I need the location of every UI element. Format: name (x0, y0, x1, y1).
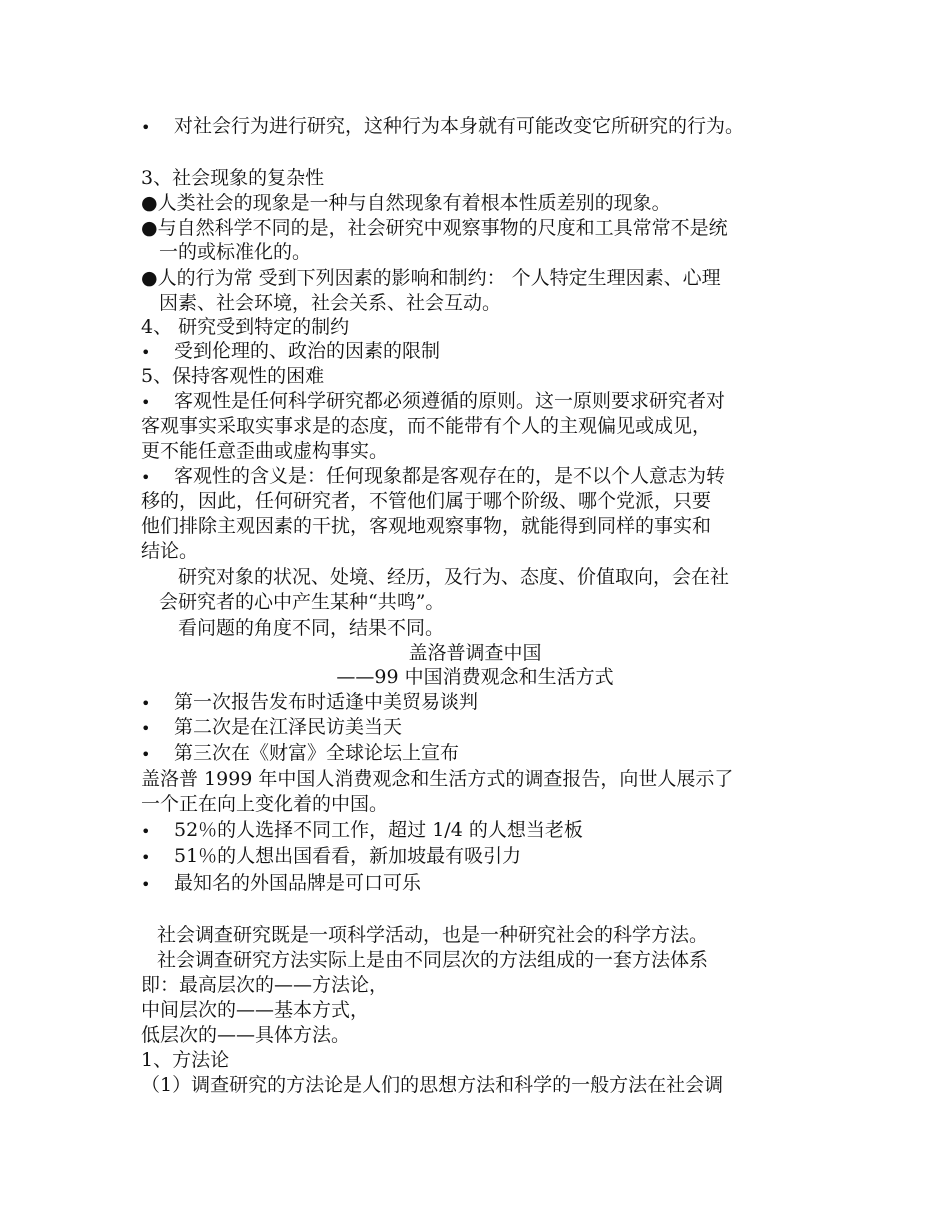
section-heading: 3、社会现象的复杂性 (141, 167, 325, 189)
bullet-marker: • (141, 745, 151, 764)
text-line: 看问题的角度不同，结果不同。 (178, 617, 445, 639)
bullet-marker: • (141, 343, 151, 362)
text-line: 即：最高层次的——方法论， (141, 974, 389, 996)
text-line: 一的或标准化的。 (159, 241, 312, 263)
report-subtitle: ——99 中国消费观念和生活方式 (336, 666, 614, 688)
text-line: 因素、社会环境，社会关系、社会互动。 (159, 292, 502, 314)
text-line: 移的，因此，任何研究者，不管他们属于哪个阶级、哪个党派，只要 (141, 490, 712, 512)
bullet-marker: • (141, 393, 151, 412)
text-line: 客观性是任何科学研究都必须遵循的原则。这一原则要求研究者对 (174, 390, 726, 412)
bullet-marker: • (141, 719, 151, 738)
text-line: ●与自然科学不同的是，社会研究中观察事物的尺度和工具常常不是统 (141, 217, 728, 239)
text-line: ●人的行为常 受到下列因素的影响和制约： 个人特定生理因素、心理 (141, 267, 721, 289)
text-line: 低层次的——具体方法。 (141, 1024, 351, 1046)
text-line: 客观性的含义是：任何现象都是客观存在的，是不以个人意志为转 (174, 465, 726, 487)
section-heading: 1、方法论 (141, 1049, 230, 1071)
bullet-marker: • (141, 822, 151, 841)
section-heading: 4、 研究受到特定的制约 (141, 316, 350, 338)
text-line: 第一次报告发布时适逢中美贸易谈判 (174, 691, 479, 713)
text-line: 社会调查研究既是一项科学活动，也是一种研究社会的科学方法。 (157, 924, 709, 946)
text-line: 社会调查研究方法实际上是由不同层次的方法组成的一套方法体系 (157, 949, 709, 971)
text-line: 第三次在《财富》全球论坛上宣布 (174, 742, 460, 764)
section-heading: 5、保持客观性的困难 (141, 365, 325, 387)
text-line: 研究对象的状况、处境、经历，及行为、态度、价值取向，会在社 (178, 566, 730, 588)
text-line: 中间层次的——基本方式， (141, 999, 370, 1021)
text-line: 最知名的外国品牌是可口可乐 (174, 872, 422, 894)
text-line: （1）调查研究的方法论是人们的思想方法和科学的一般方法在社会调 (141, 1074, 724, 1096)
bullet-marker: • (141, 875, 151, 894)
text-line: 盖洛普 1999 年中国人消费观念和生活方式的调查报告，向世人展示了 (141, 768, 734, 790)
bullet-marker: • (141, 468, 151, 487)
text-line: 对社会行为进行研究，这种行为本身就有可能改变它所研究的行为。 (174, 115, 745, 137)
text-line: 第二次是在江泽民访美当天 (174, 716, 403, 738)
text-line: 51％的人想出国看看，新加坡最有吸引力 (174, 845, 522, 867)
text-line: ●人类社会的现象是一种与自然现象有着根本性质差别的现象。 (141, 192, 671, 214)
report-title: 盖洛普调查中国 (408, 642, 542, 664)
bullet-marker: • (141, 118, 151, 137)
text-line: 会研究者的心中产生某种“共鸣”。 (159, 591, 445, 613)
text-line: 他们排除主观因素的干扰，客观地观察事物，就能得到同样的事实和 (141, 515, 712, 537)
text-line: 更不能任意歪曲或虚构事实。 (141, 440, 389, 462)
bullet-marker: • (141, 848, 151, 867)
text-line: 结论。 (141, 540, 199, 562)
text-line: 客观事实采取实事求是的态度，而不能带有个人的主观偏见或成见， (141, 415, 712, 437)
text-line: 受到伦理的、政治的因素的限制 (174, 340, 441, 362)
text-line: 52％的人选择不同工作，超过 1/4 的人想当老板 (174, 819, 583, 841)
text-line: 一个正在向上变化着的中国。 (141, 793, 389, 815)
bullet-marker: • (141, 694, 151, 713)
